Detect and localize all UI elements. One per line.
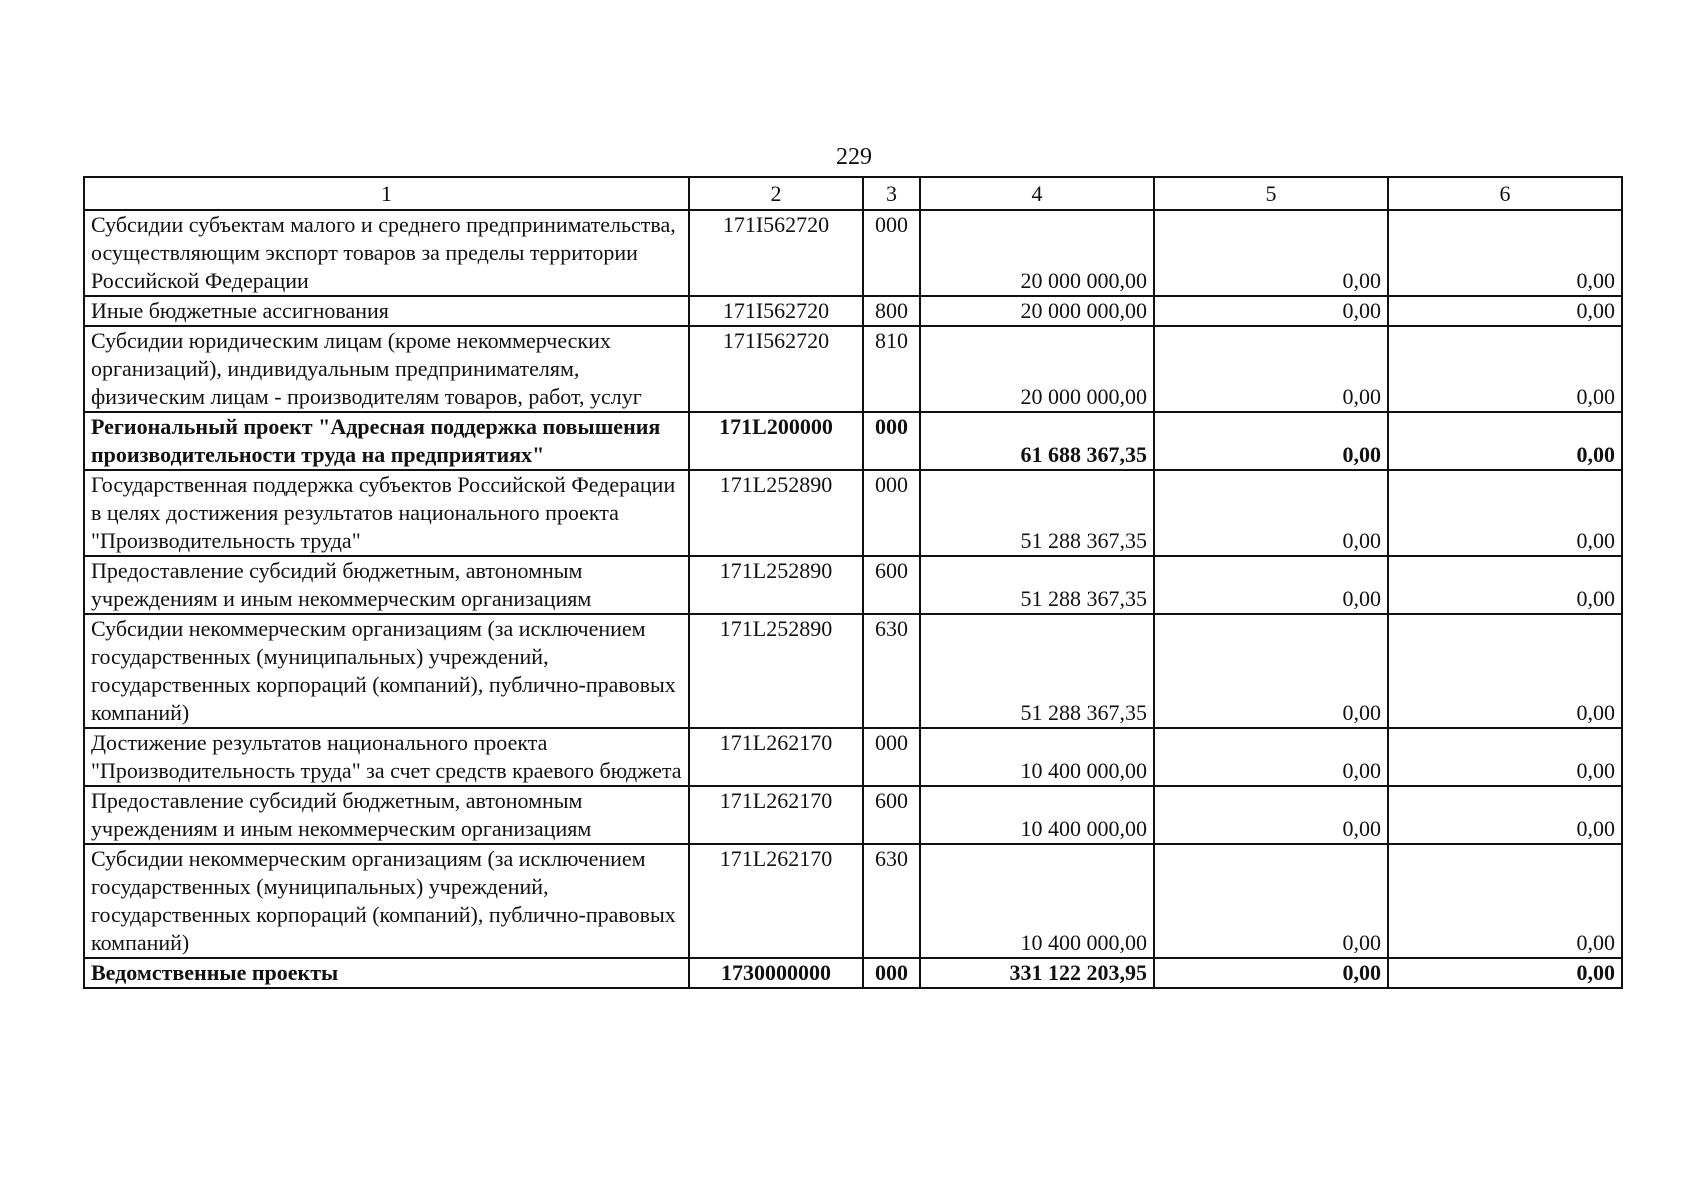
- amount-col5-cell: 0,00: [1154, 614, 1388, 728]
- expense-type-cell: 000: [863, 412, 920, 470]
- amount-col6-cell: 0,00: [1388, 210, 1622, 296]
- expense-type-cell: 600: [863, 786, 920, 844]
- table-row: [84, 728, 1622, 786]
- target-code-cell: 171I562720: [689, 326, 863, 412]
- table-row: [84, 412, 1622, 470]
- table-row: [84, 470, 1622, 556]
- amount-col6-cell: 0,00: [1388, 556, 1622, 614]
- column-number-2: 2: [689, 177, 863, 210]
- amount-col4-cell: 61 688 367,35: [920, 412, 1154, 470]
- amount-col5-cell: 0,00: [1154, 412, 1388, 470]
- amount-col6-cell: 0,00: [1388, 786, 1622, 844]
- row-name-cell: Субсидии субъектам малого и среднего предпринимательства, осуществляющим экспорт товаров за пределы территории Российской Федерации: [84, 210, 689, 296]
- row-name-cell: Субсидии юридическим лицам (кроме некоммерческих организаций), индивидуальным предпринимателям, физическим лицам - производителям товаров, работ, услуг: [84, 326, 689, 412]
- table-row: [84, 614, 1622, 728]
- table-row: [84, 958, 1622, 988]
- table-row: [84, 844, 1622, 958]
- amount-col6-cell: 0,00: [1388, 958, 1622, 988]
- target-code-cell: 1730000000: [689, 958, 863, 988]
- amount-col4-cell: 10 400 000,00: [920, 728, 1154, 786]
- column-number-4: 4: [920, 177, 1154, 210]
- amount-col6-cell: 0,00: [1388, 728, 1622, 786]
- expense-type-cell: 000: [863, 728, 920, 786]
- expense-type-cell: 600: [863, 556, 920, 614]
- table-row: [84, 326, 1622, 412]
- target-code-cell: 171I562720: [689, 296, 863, 326]
- row-name-cell: Государственная поддержка субъектов Российской Федерации в целях достижения результатов национального проекта "Производительность труда": [84, 470, 689, 556]
- target-code-cell: 171L262170: [689, 844, 863, 958]
- amount-col6-cell: 0,00: [1388, 326, 1622, 412]
- amount-col4-cell: 51 288 367,35: [920, 614, 1154, 728]
- amount-col6-cell: 0,00: [1388, 470, 1622, 556]
- amount-col5-cell: 0,00: [1154, 326, 1388, 412]
- row-name-cell: Предоставление субсидий бюджетным, автономным учреждениям и иным некоммерческим организациям: [84, 556, 689, 614]
- amount-col5-cell: 0,00: [1154, 958, 1388, 988]
- expense-type-cell: 000: [863, 210, 920, 296]
- amount-col5-cell: 0,00: [1154, 210, 1388, 296]
- amount-col6-cell: 0,00: [1388, 412, 1622, 470]
- expense-type-cell: 810: [863, 326, 920, 412]
- row-name-cell: Субсидии некоммерческим организациям (за исключением государственных (муниципальных) учреждений, государственных корпораций (компаний), публично-правовых компаний): [84, 614, 689, 728]
- amount-col4-cell: 10 400 000,00: [920, 786, 1154, 844]
- target-code-cell: 171L252890: [689, 614, 863, 728]
- amount-col4-cell: 20 000 000,00: [920, 326, 1154, 412]
- page-number: 229: [836, 144, 872, 170]
- row-name-cell: Достижение результатов национального проекта "Производительность труда" за счет средств краевого бюджета: [84, 728, 689, 786]
- table-row: [84, 210, 1622, 296]
- target-code-cell: 171L262170: [689, 786, 863, 844]
- expense-type-cell: 000: [863, 958, 920, 988]
- row-name-cell: Ведомственные проекты: [84, 958, 689, 988]
- amount-col5-cell: 0,00: [1154, 728, 1388, 786]
- row-name-cell: Предоставление субсидий бюджетным, автономным учреждениям и иным некоммерческим организациям: [84, 786, 689, 844]
- column-number-6: 6: [1388, 177, 1622, 210]
- amount-col4-cell: 20 000 000,00: [920, 296, 1154, 326]
- table-row: [84, 556, 1622, 614]
- column-number-5: 5: [1154, 177, 1388, 210]
- table-row: [84, 296, 1622, 326]
- target-code-cell: 171L200000: [689, 412, 863, 470]
- expense-type-cell: 630: [863, 614, 920, 728]
- amount-col6-cell: 0,00: [1388, 844, 1622, 958]
- amount-col4-cell: 51 288 367,35: [920, 556, 1154, 614]
- target-code-cell: 171I562720: [689, 210, 863, 296]
- expense-type-cell: 800: [863, 296, 920, 326]
- amount-col5-cell: 0,00: [1154, 786, 1388, 844]
- table-row: [84, 786, 1622, 844]
- amount-col5-cell: 0,00: [1154, 556, 1388, 614]
- expense-type-cell: 630: [863, 844, 920, 958]
- amount-col4-cell: 51 288 367,35: [920, 470, 1154, 556]
- expense-type-cell: 000: [863, 470, 920, 556]
- budget-table: [83, 176, 1623, 989]
- amount-col4-cell: 20 000 000,00: [920, 210, 1154, 296]
- row-name-cell: Субсидии некоммерческим организациям (за исключением государственных (муниципальных) учреждений, государственных корпораций (компаний), публично-правовых компаний): [84, 844, 689, 958]
- column-number-row: [84, 177, 1622, 210]
- amount-col5-cell: 0,00: [1154, 470, 1388, 556]
- amount-col6-cell: 0,00: [1388, 296, 1622, 326]
- target-code-cell: 171L252890: [689, 470, 863, 556]
- amount-col5-cell: 0,00: [1154, 296, 1388, 326]
- amount-col5-cell: 0,00: [1154, 844, 1388, 958]
- column-number-3: 3: [863, 177, 920, 210]
- amount-col4-cell: 10 400 000,00: [920, 844, 1154, 958]
- amount-col6-cell: 0,00: [1388, 614, 1622, 728]
- target-code-cell: 171L252890: [689, 556, 863, 614]
- amount-col4-cell: 331 122 203,95: [920, 958, 1154, 988]
- target-code-cell: 171L262170: [689, 728, 863, 786]
- row-name-cell: Иные бюджетные ассигнования: [84, 296, 689, 326]
- row-name-cell: Региональный проект "Адресная поддержка повышения производительности труда на предприятиях": [84, 412, 689, 470]
- column-number-1: 1: [84, 177, 689, 210]
